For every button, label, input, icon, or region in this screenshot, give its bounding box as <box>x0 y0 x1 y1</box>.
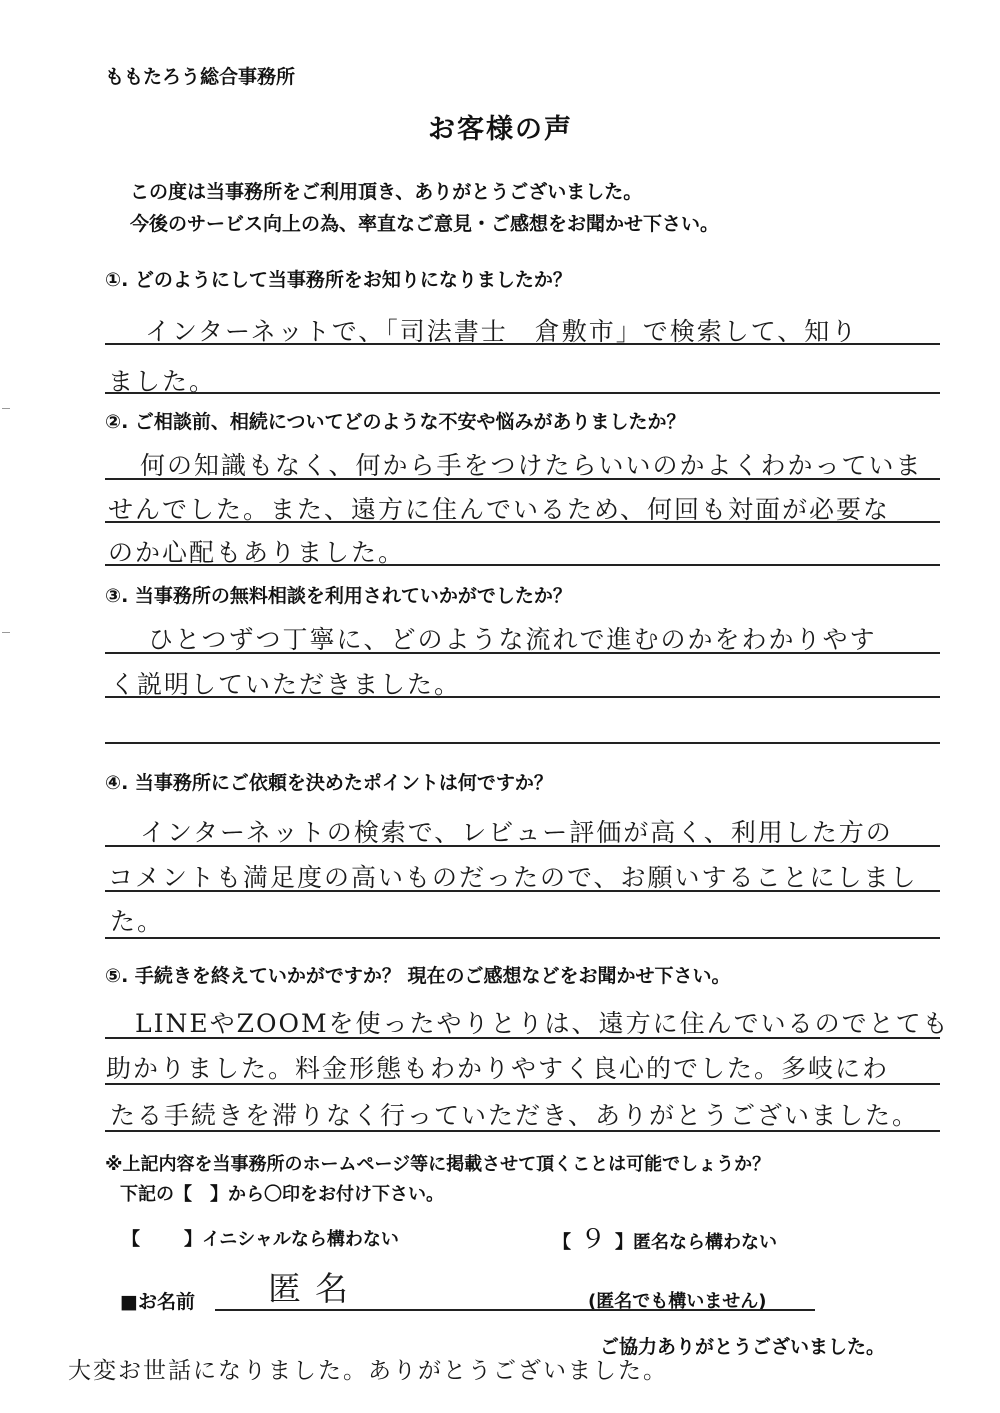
answer-rule <box>105 652 940 654</box>
option-initial-label: 】イニシャルなら構わない <box>184 1229 399 1250</box>
option-anonymous-mark: ９ <box>579 1225 606 1255</box>
answer-rule <box>105 845 940 847</box>
question-2: ②. ご相談前、相続についてどのような不安や悩みがありましたか？ <box>105 411 686 433</box>
answer-2-line-2: せんでした。また、遠方に住んでいるため、何回も対面が必要な <box>108 495 891 524</box>
margin-tick <box>2 632 10 633</box>
answer-rule <box>105 742 940 744</box>
answer-1-line-2: ました。 <box>108 367 217 396</box>
answer-3-line-2: く説明していただきました。 <box>110 670 462 699</box>
name-value[interactable]: 匿名 <box>268 1269 362 1308</box>
answer-4-line-3: た。 <box>110 907 165 936</box>
consent-note-2: 下記の【 】から〇印をお付け下さい。 <box>120 1184 444 1205</box>
answer-rule <box>105 1130 940 1132</box>
answer-rule <box>105 937 940 939</box>
answer-1-line-1: インターネットで、「司法書士 倉敷市」で検索して、知り <box>145 317 859 346</box>
answer-2-line-3: のか心配もありました。 <box>108 538 406 567</box>
answer-rule <box>105 392 940 394</box>
name-rule <box>215 1309 815 1311</box>
answer-5-line-3: たる手続きを滞りなく行っていただき、ありがとうございました。 <box>110 1101 920 1130</box>
intro-line-1: この度は当事務所をご利用頂き、ありがとうございました。 <box>130 181 643 203</box>
answer-4-line-1: インターネットの検索で、レビュー評価が高く、利用した方の <box>140 818 893 847</box>
name-paren-note: (匿名でも構いません) <box>588 1291 767 1312</box>
option-anonymous-open-bracket: 【 <box>553 1232 571 1253</box>
answer-4-line-2: コメントも満足度の高いものだったので、お願いすることにしまし <box>108 863 918 892</box>
company-name: ももたろう総合事務所 <box>105 66 296 88</box>
intro-line-2: 今後のサービス向上の為、率直なご意見・ご感想をお聞かせ下さい。 <box>130 213 720 235</box>
page-title: お客様の声 <box>428 114 573 145</box>
option-initial[interactable] <box>122 1225 399 1251</box>
answer-3-line-1: ひとつずつ丁寧に、どのような流れで進むのかをわかりやす <box>148 625 877 654</box>
option-anonymous[interactable] <box>553 1225 777 1256</box>
answer-rule <box>105 343 940 345</box>
answer-5-line-2: 助かりました。料金形態もわかりやすく良心的でした。多岐にわ <box>106 1054 890 1083</box>
question-1: ①. どのようにして当事務所をお知りになりましたか？ <box>105 269 572 291</box>
option-initial-open-bracket: 【 <box>122 1229 140 1250</box>
extra-handwritten-message: 大変お世話になりました。ありがとうございました。 <box>68 1358 668 1384</box>
answer-rule <box>105 478 940 480</box>
consent-note-1: ※上記内容を当事務所のホームページ等に掲載させて頂くことは可能でしょうか？ <box>105 1154 771 1175</box>
margin-tick <box>2 408 10 409</box>
name-label: ■お名前 <box>120 1291 195 1313</box>
thanks-text: ご協力ありがとうございました。 <box>600 1336 886 1358</box>
option-anonymous-label: 】匿名なら構わない <box>615 1232 777 1253</box>
answer-rule <box>105 1037 940 1039</box>
question-4: ④. 当事務所にご依頼を決めたポイントは何ですか？ <box>105 772 553 794</box>
question-3: ③. 当事務所の無料相談を利用されていかがでしたか？ <box>105 585 572 607</box>
answer-rule <box>105 1083 940 1085</box>
answer-rule <box>105 564 940 566</box>
answer-rule <box>105 890 940 892</box>
answer-5-line-1: LINEやZOOMを使ったやりとりは、遠方に住んでいるのでとても <box>135 1009 950 1038</box>
answer-2-line-1: 何の知識もなく、何から手をつけたらいいのかよくわかっていま <box>140 451 923 480</box>
answer-rule <box>105 521 940 523</box>
answer-rule <box>105 696 940 698</box>
question-5: ⑤. 手続きを終えていかがですか？ 現在のご感想などをお聞かせ下さい。 <box>105 965 731 987</box>
